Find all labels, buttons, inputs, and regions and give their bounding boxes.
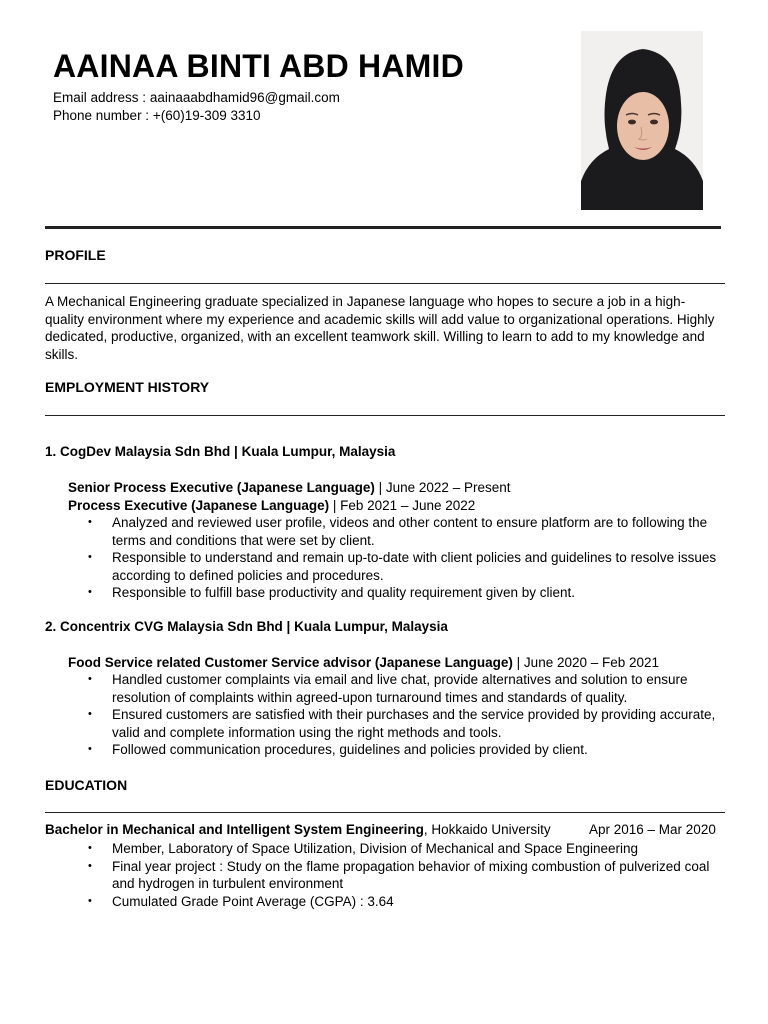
job-company: 2. Concentrix CVG Malaysia Sdn Bhd | Kuala Lumpur, Malaysia (45, 619, 448, 634)
phone-line (53, 107, 340, 125)
contact-info (53, 89, 340, 124)
education-period: Apr 2016 – Mar 2020 (589, 822, 716, 837)
list-item: • Analyzed and reviewed user profile, videos and other content to ensure platform are to following the terms and conditions that were set by client. (88, 514, 718, 549)
role-title: Process Executive (Japanese Language) (68, 498, 330, 513)
list-item: • Responsible to fulfill base productivity and quality requirement given by client. (88, 584, 718, 602)
list-item: • Member, Laboratory of Space Utilization, Division of Mechanical and Space Engineering (88, 840, 718, 858)
role-period: | June 2022 – Present (374, 480, 511, 495)
list-item: • Cumulated Grade Point Average (CGPA) : 3.64 (88, 893, 718, 911)
candidate-name: AAINAA BINTI ABD HAMID (53, 48, 464, 84)
list-item: • Responsible to understand and remain up-to-date with client policies and guidelines to resolve issues according to defined policies and procedures. (88, 549, 718, 584)
job-role (68, 479, 510, 497)
job-duties-list (88, 514, 718, 602)
portrait-image (581, 31, 703, 210)
list-item: • Final year project : Study on the flame propagation behavior of mixing combustion of pulverized coal and hydrogen in turbulent environment (88, 858, 718, 893)
role-title: Senior Process Executive (Japanese Language) (68, 480, 375, 495)
list-item: • Ensured customers are satisfied with their purchases and the service provided by providing accurate, valid and complete information using the right methods and tools. (88, 706, 718, 741)
email-value: aainaaabdhamid96@gmail.com (149, 90, 340, 105)
phone-value: +(60)19-309 3310 (152, 107, 261, 123)
role-period: | June 2020 – Feb 2021 (512, 655, 660, 670)
email-label: Email address : (53, 90, 147, 105)
job-role (68, 497, 475, 515)
list-item: • Followed communication procedures, guidelines and policies provided by client. (88, 741, 718, 759)
section-heading-profile: PROFILE (45, 247, 106, 263)
degree-title: Bachelor in Mechanical and Intelligent System Engineering (45, 822, 424, 837)
profile-summary: A Mechanical Engineering graduate specialized in Japanese language who hopes to secure a job in a high-quality environment where my experience and academic skills will add value to organizational operations. Highly dedicated, productive, organized, with an excellent teamwork skill. Willing to learn to add to my knowledge and skills. (45, 294, 715, 362)
education-details-list (88, 840, 718, 910)
job-duties-list (88, 671, 718, 759)
header-divider (45, 226, 721, 229)
employment-divider (45, 415, 725, 416)
profile-divider (45, 283, 725, 284)
job-company: 1. CogDev Malaysia Sdn Bhd | Kuala Lumpur, Malaysia (45, 444, 396, 459)
profile-photo (581, 31, 703, 210)
education-entry (45, 822, 721, 837)
role-period: | Feb 2021 – June 2022 (329, 498, 476, 513)
list-item: • Handled customer complaints via email and live chat, provide alternatives and solution to ensure resolution of complaints within agreed-upon turnaround times and standards of quality. (88, 671, 718, 706)
phone-label: Phone number : (53, 107, 150, 123)
education-divider (45, 812, 725, 813)
role-title: Food Service related Customer Service advisor (Japanese Language) (68, 655, 513, 670)
school-name: , Hokkaido University (423, 822, 551, 837)
section-heading-education: EDUCATION (45, 777, 128, 793)
job-role (68, 654, 659, 672)
section-heading-employment: EMPLOYMENT HISTORY (45, 379, 210, 395)
email-line (53, 89, 340, 107)
